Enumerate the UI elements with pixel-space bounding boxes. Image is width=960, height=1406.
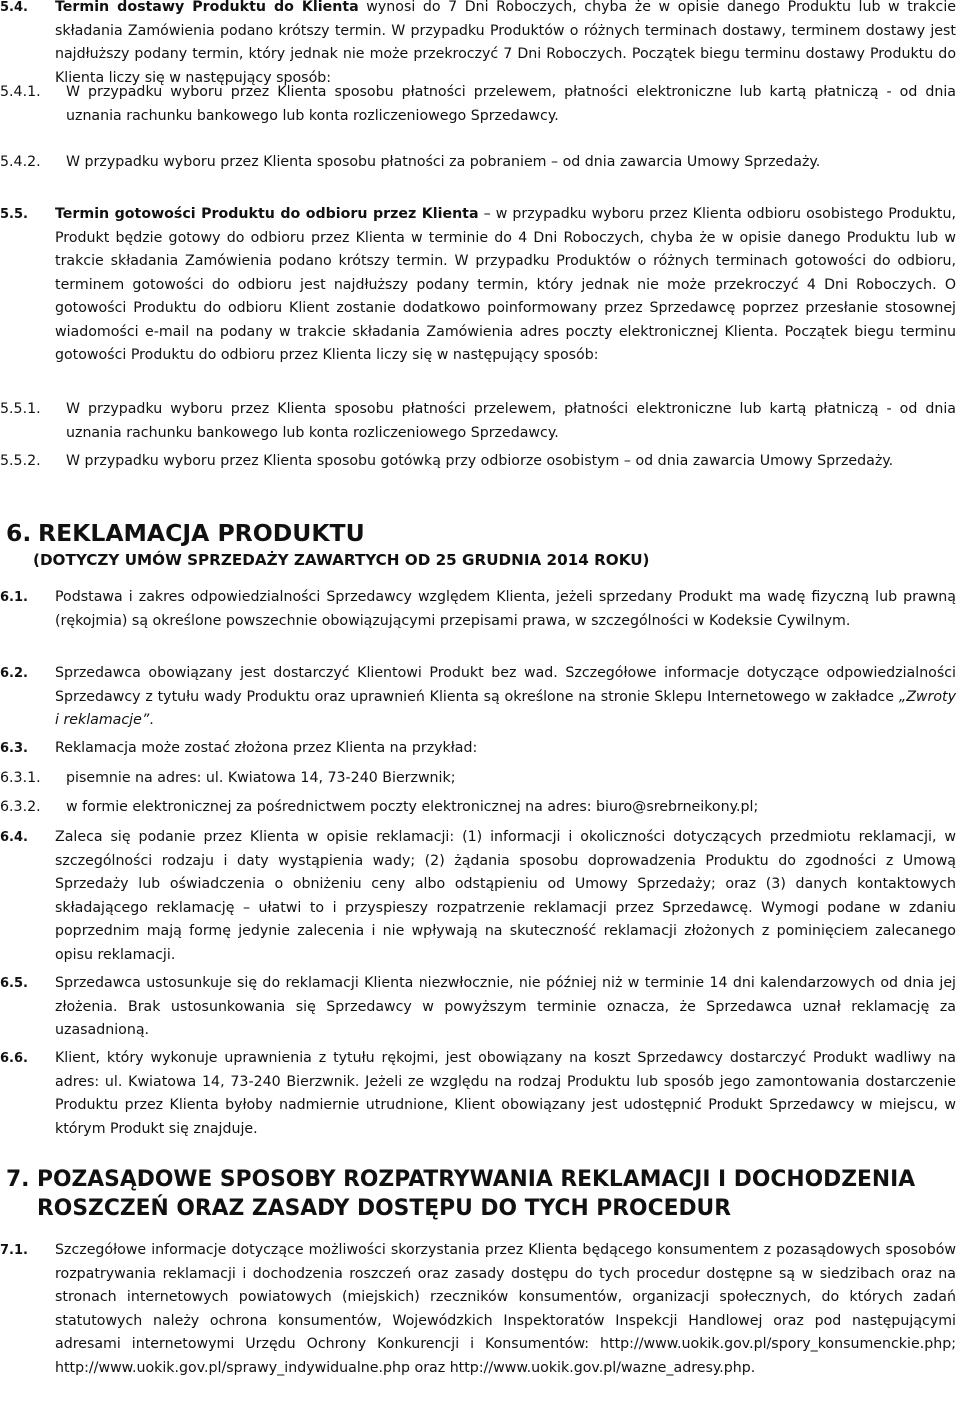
section-title: REKLAMACJA PRODUKTU [38, 519, 365, 547]
paragraph-number: 5.4.1. [0, 84, 41, 100]
paragraph-number: 5.4. [0, 0, 28, 15]
section-number: 7. [6, 1167, 30, 1192]
paragraph-number: 5.5.1. [0, 401, 41, 417]
paragraph-6-3-2 [0, 796, 956, 820]
paragraph-title: Termin gotowości Produktu do odbioru przez Klienta [55, 206, 479, 222]
paragraph-text: – w przypadku wyboru przez Klienta odbioru osobistego Produktu, Produkt będzie gotowy do odbioru przez Klienta w terminie do 4 Dni Roboczych, chyba że w opisie danego Produktu lub w trakcie składania Zamówienia podano krótszy termin. W przypadku Produktów o różnych terminach gotowości do odbioru, terminem gotowości do odbioru jest najdłuższy podany termin, który jednak nie może przekroczyć 4 Dni Roboczych. O gotowości Produktu do odbioru Klient zostanie dodatkowo poinformowany przez Sprzedawcę poprzez przesłanie stosownej wiadomości e-mail na podany w trakcie składania Zamówienia adres poczty elektronicznej Klienta. Początek biegu terminu gotowości Produktu do odbioru przez Klienta liczy się w następujący sposób: [55, 206, 956, 363]
paragraph-text: W przypadku wyboru przez Klienta sposobu płatności przelewem, płatności elektroniczne lub kartą płatniczą - od dnia uznania rachunku bankowego lub konta rozliczeniowego Sprzedawcy. [66, 84, 956, 124]
paragraph-number: 7.1. [0, 1243, 28, 1258]
paragraph-number: 6.6. [0, 1051, 28, 1066]
paragraph-text: Sprzedawca ustosunkuje się do reklamacji Klienta niezwłocznie, nie później niż w terminie 14 dni kalendarzowych od dnia jej złożenia. Brak ustosunkowania się Sprzedawcy w powyższym terminie oznacza, że Sprzedawca uznał reklamację za uzasadnioną. [55, 975, 956, 1038]
paragraph-text: W przypadku wyboru przez Klienta sposobu gotówką przy odbiorze osobistym – od dnia zawarcia Umowy Sprzedaży. [66, 453, 894, 469]
paragraph-6-2: 6.2. Sprzedawca obowiązany jest dostarczyć Klientowi Produkt bez wad. Szczegółowe informacje dotyczące odpowiedzialności Sprzedawcy z tytułu wady Produktu oraz uprawnień Klienta są określone na stronie Sklepu Internetowego w zakładce „Zwroty i reklamacje”. [0, 662, 956, 733]
paragraph-5-5-2 [0, 450, 956, 474]
paragraph-number: 6.2. [0, 666, 28, 681]
paragraph-6-3 [0, 737, 956, 761]
paragraph-number: 6.3.2. [0, 799, 41, 815]
paragraph-5-5 [0, 203, 956, 368]
section-title: POZASĄDOWE SPOSOBY ROZPATRYWANIA REKLAMACJI I DOCHODZENIA ROSZCZEŃ ORAZ ZASADY DOSTĘPU DO TYCH PROCEDUR [37, 1167, 916, 1221]
paragraph-text: Sprzedawca obowiązany jest dostarczyć Klientowi Produkt bez wad. Szczegółowe informacje dotyczące odpowiedzialności Sprzedawcy z tytułu wady Produktu oraz uprawnień Klienta są określone na stronie Sklepu Internetowego w zakładce [55, 665, 956, 705]
paragraph-number: 5.4.2. [0, 154, 41, 170]
paragraph-text: Podstawa i zakres odpowiedzialności Sprzedawcy względem Klienta, jeżeli sprzedany Produkt ma wadę fizyczną lub prawną (rękojmia) są określone powszechnie obowiązującymi przepisami prawa, w szczególności w Kodeksie Cywilnym. [55, 589, 956, 629]
paragraph-text: W przypadku wyboru przez Klienta sposobu płatności przelewem, płatności elektroniczne lub kartą płatniczą - od dnia uznania rachunku bankowego lub konta rozliczeniowego Sprzedawcy. [66, 401, 956, 441]
paragraph-5-5-1 [0, 398, 956, 445]
paragraph-5-4-1 [0, 81, 956, 128]
section-6-heading [6, 519, 365, 548]
paragraph-text: Zaleca się podanie przez Klienta w opisie reklamacji: (1) informacji i okoliczności dotyczących przedmiotu reklamacji, w szczególności rodzaju i daty wystąpienia wady; (2) żądania sposobu doprowadzenia Produktu do zgodności z Umową Sprzedaży lub oświadczenia o obniżeniu ceny albo odstąpieniu od Umowy Sprzedaży; oraz (3) danych kontaktowych składającego reklamację – ułatwi to i przyspieszy rozpatrzenie reklamacji przez Sprzedawcę. Wymogi podane w zdaniu poprzednim mają formę jedynie zalecenia i nie wpływają na skuteczność reklamacji złożonych z pominięciem zalecanego opisu reklamacji. [55, 829, 956, 963]
paragraph-number: 6.4. [0, 830, 28, 845]
paragraph-6-1 [0, 586, 956, 633]
section-number: 6. [6, 519, 32, 547]
paragraph-number: 6.3.1. [0, 770, 41, 786]
paragraph-number: 6.3. [0, 741, 28, 756]
paragraph-6-4 [0, 826, 956, 967]
paragraph-6-3-1 [0, 767, 956, 791]
paragraph-7-1 [0, 1239, 956, 1380]
paragraph-text: wynosi do 7 Dni Roboczych, chyba że w opisie danego Produktu lub w trakcie składania Zamówienia podano krótszy termin. W przypadku Produktów o różnych terminach dostawy, terminem dostawy jest najdłuższy podany termin, który jednak nie może przekroczyć 7 Dni Roboczych. Początek biegu terminu dostawy Produktu do Klienta liczy się w następujący sposób: [55, 0, 956, 86]
paragraph-number: 6.5. [0, 976, 28, 991]
paragraph-text: Reklamacja może zostać złożona przez Klienta na przykład: [55, 740, 478, 756]
paragraph-text: w formie elektronicznej za pośrednictwem poczty elektronicznej na adres: biuro@srebrneikony.pl; [66, 799, 759, 815]
paragraph-5-4-2 [0, 151, 956, 175]
paragraph-5-4 [0, 0, 956, 90]
paragraph-6-6 [0, 1047, 956, 1141]
paragraph-text: Klient, który wykonuje uprawnienia z tytułu rękojmi, jest obowiązany na koszt Sprzedawcy dostarczyć Produkt wadliwy na adres: ul. Kwiatowa 14, 73-240 Bierzwnik. Jeżeli ze względu na rodzaj Produktu lub sposób jego zamontowania dostarczenie Produktu przez Klienta byłoby nadmiernie utrudnione, Klient obowiązany jest udostępnić Produkt Sprzedawcy w miejscu, w którym Produkt się znajduje. [55, 1050, 956, 1137]
paragraph-text: Szczegółowe informacje dotyczące możliwości skorzystania przez Klienta będącego konsumentem z pozasądowych sposobów rozpatrywania reklamacji i dochodzenia roszczeń oraz zasady dostępu do tych procedur dostępne są w siedzibach oraz na stronach internetowych powiatowych (miejskich) rzeczników konsumentów, organizacji społecznych, do których zadań statutowych należy ochrona konsumentów, Wojewódzkich Inspektoratów Inspekcji Handlowej oraz pod następującymi adresami internetowymi Urzędu Ochrony Konkurencji i Konsumentów: http://www.uokik.gov.pl/spory_konsumenckie.php; http://www.uokik.gov.pl/sprawy_indywidualne.php oraz http://www.uokik.gov.pl/wazne_adresy.php. [55, 1242, 956, 1376]
paragraph-number: 6.1. [0, 590, 28, 605]
paragraph-number: 5.5.2. [0, 453, 41, 469]
paragraph-6-5 [0, 972, 956, 1043]
section-7-heading [6, 1165, 956, 1223]
section-6-subtitle: (DOTYCZY UMÓW SPRZEDAŻY ZAWARTYCH OD 25 GRUDNIA 2014 ROKU) [33, 551, 650, 569]
paragraph-title: Termin dostawy Produktu do Klienta [55, 0, 359, 15]
paragraph-text: pisemnie na adres: ul. Kwiatowa 14, 73-240 Bierzwnik; [66, 770, 456, 786]
paragraph-number: 5.5. [0, 207, 28, 222]
zwroty-link: „Zwroty i reklamacje” [55, 688, 956, 728]
paragraph-text: W przypadku wyboru przez Klienta sposobu płatności za pobraniem – od dnia zawarcia Umowy Sprzedaży. [66, 154, 821, 170]
